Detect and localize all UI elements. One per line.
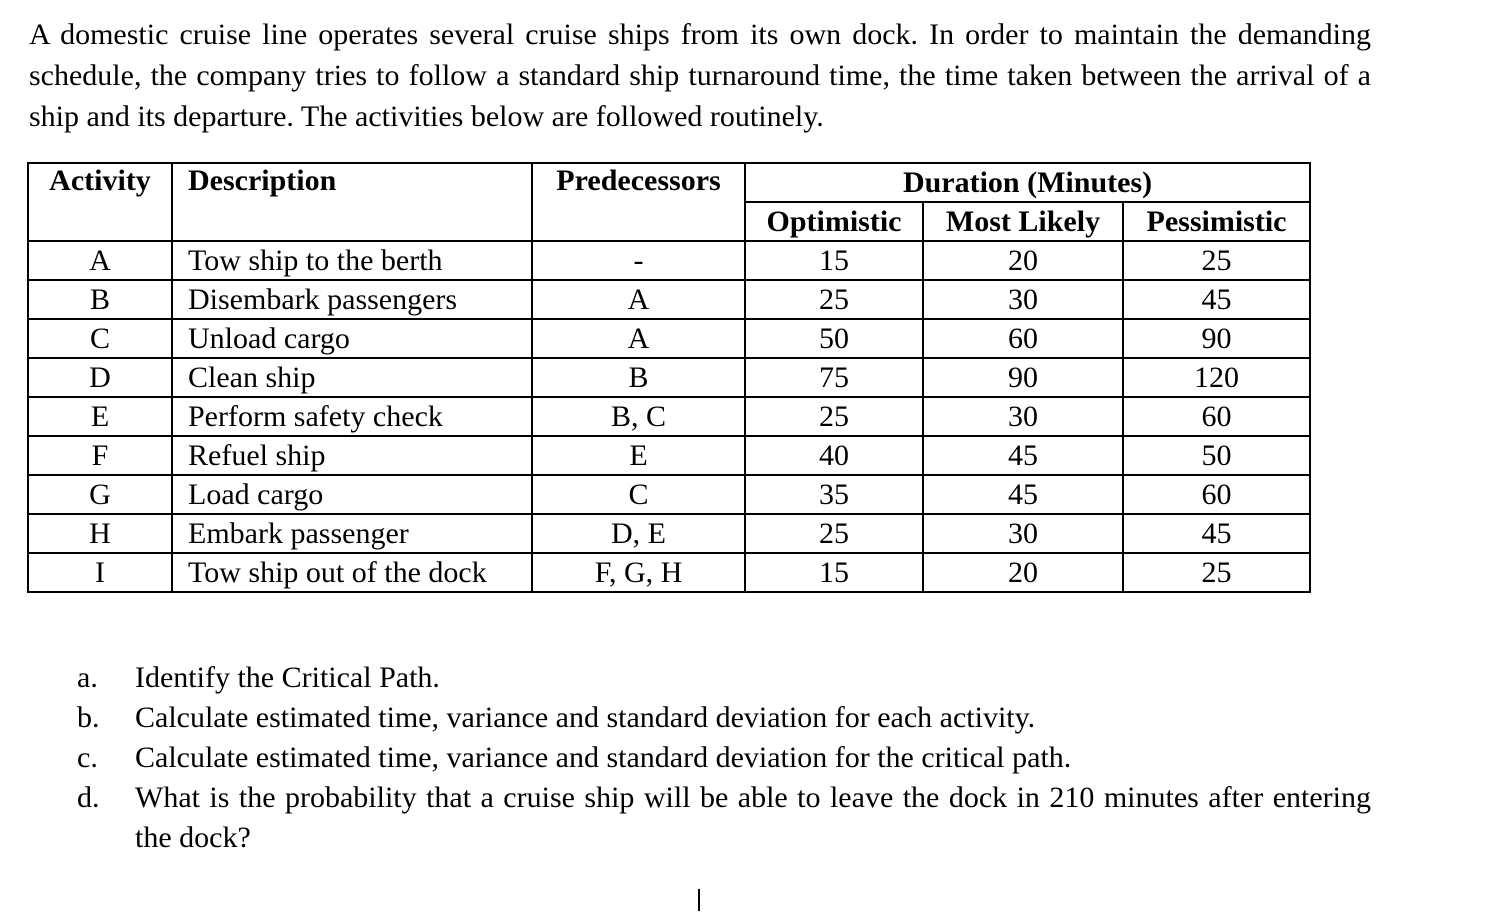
intro-paragraph: A domestic cruise line operates several cruise ships from its own dock. In order to maintain the demanding schedule, the company tries to follow a standard ship turnaround time, the time taken between the arrival of a ship and its departure. The activities below are followed routinely.: [29, 18, 1371, 133]
cell-optimistic: 50: [745, 319, 923, 358]
cell-most-likely: 30: [923, 514, 1123, 553]
table-row: [28, 280, 1310, 319]
cell-predecessors: A: [532, 319, 745, 358]
table-row: [28, 319, 1310, 358]
question-item: [77, 778, 1371, 858]
cell-description: Embark passenger: [172, 514, 532, 553]
cell-predecessors: B, C: [532, 397, 745, 436]
cell-most-likely: 60: [923, 319, 1123, 358]
cell-most-likely: 30: [923, 280, 1123, 319]
cell-optimistic: 15: [745, 241, 923, 280]
cell-description: Clean ship: [172, 358, 532, 397]
cell-description: Perform safety check: [172, 397, 532, 436]
question-item: [77, 658, 1371, 698]
cell-most-likely: 90: [923, 358, 1123, 397]
question-label: a.: [77, 661, 98, 694]
question-text: What is the probability that a cruise ship will be able to leave the dock in 210 minutes after entering the dock?: [135, 781, 1371, 854]
cell-predecessors: A: [532, 280, 745, 319]
cell-most-likely: 30: [923, 397, 1123, 436]
table-row: [28, 241, 1310, 280]
table-row: [28, 358, 1310, 397]
header-activity: Activity: [28, 163, 172, 241]
cell-predecessors: E: [532, 436, 745, 475]
cell-optimistic: 15: [745, 553, 923, 592]
table-row: [28, 514, 1310, 553]
question-label: c.: [77, 741, 98, 774]
activity-table: [27, 162, 1311, 593]
cell-optimistic: 25: [745, 397, 923, 436]
cell-activity: A: [28, 241, 172, 280]
cell-predecessors: B: [532, 358, 745, 397]
header-most-likely: Most Likely: [923, 202, 1123, 241]
table-header-row: [28, 163, 1310, 202]
cell-description: Disembark passengers: [172, 280, 532, 319]
cell-optimistic: 75: [745, 358, 923, 397]
cell-most-likely: 45: [923, 475, 1123, 514]
cell-activity: I: [28, 553, 172, 592]
header-pessimistic: Pessimistic: [1123, 202, 1310, 241]
cell-predecessors: -: [532, 241, 745, 280]
table-body: [28, 241, 1310, 592]
cell-most-likely: 45: [923, 436, 1123, 475]
cell-activity: F: [28, 436, 172, 475]
cell-most-likely: 20: [923, 553, 1123, 592]
table-row: [28, 475, 1310, 514]
question-label: d.: [77, 781, 100, 814]
cell-optimistic: 25: [745, 514, 923, 553]
cell-pessimistic: 90: [1123, 319, 1310, 358]
question-item: [77, 738, 1371, 778]
cell-optimistic: 40: [745, 436, 923, 475]
cell-predecessors: D, E: [532, 514, 745, 553]
cell-description: Tow ship to the berth: [172, 241, 532, 280]
cell-pessimistic: 60: [1123, 475, 1310, 514]
cell-description: Load cargo: [172, 475, 532, 514]
header-optimistic: Optimistic: [745, 202, 923, 241]
question-list: [77, 658, 1371, 858]
cell-activity: H: [28, 514, 172, 553]
cell-pessimistic: 25: [1123, 241, 1310, 280]
header-description: Description: [172, 163, 532, 241]
table-row: [28, 397, 1310, 436]
cell-pessimistic: 120: [1123, 358, 1310, 397]
cell-activity: E: [28, 397, 172, 436]
question-label: b.: [77, 701, 100, 734]
cell-pessimistic: 60: [1123, 397, 1310, 436]
cell-pessimistic: 50: [1123, 436, 1310, 475]
cell-predecessors: C: [532, 475, 745, 514]
header-duration: Duration (Minutes): [745, 163, 1310, 202]
cell-description: Refuel ship: [172, 436, 532, 475]
cell-pessimistic: 45: [1123, 280, 1310, 319]
table-row: [28, 553, 1310, 592]
question-text: Calculate estimated time, variance and standard deviation for the critical path.: [135, 741, 1072, 774]
cell-optimistic: 35: [745, 475, 923, 514]
question-text: Calculate estimated time, variance and standard deviation for each activity.: [135, 701, 1036, 734]
question-text: Identify the Critical Path.: [135, 661, 440, 694]
cell-pessimistic: 45: [1123, 514, 1310, 553]
cell-activity: G: [28, 475, 172, 514]
table-row: [28, 436, 1310, 475]
cell-activity: C: [28, 319, 172, 358]
cell-description: Tow ship out of the dock: [172, 553, 532, 592]
header-predecessors: Predecessors: [532, 163, 745, 241]
question-item: [77, 698, 1371, 738]
cell-most-likely: 20: [923, 241, 1123, 280]
cell-description: Unload cargo: [172, 319, 532, 358]
cell-predecessors: F, G, H: [532, 553, 745, 592]
cell-activity: B: [28, 280, 172, 319]
cell-pessimistic: 25: [1123, 553, 1310, 592]
text-cursor: [698, 889, 700, 911]
cell-activity: D: [28, 358, 172, 397]
cell-optimistic: 25: [745, 280, 923, 319]
